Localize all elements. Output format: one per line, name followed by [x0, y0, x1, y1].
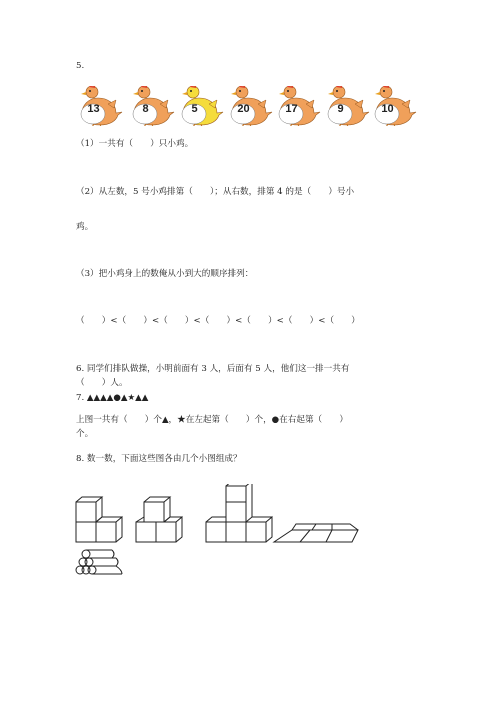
flat-tile-figure: [274, 524, 358, 542]
cube-figure-2: [136, 497, 182, 542]
chick-number: 13: [87, 103, 100, 115]
chick-card: [130, 86, 176, 126]
chick-card: [78, 86, 124, 126]
chick-card: [276, 86, 322, 126]
chick-card: [179, 86, 225, 126]
q5-sub2-line2: 鸡。: [76, 222, 94, 232]
log-pile-figure: [76, 550, 122, 574]
chick-card: [228, 86, 274, 126]
cube-figure-1: [76, 497, 122, 542]
q6-line1: 6. 同学们排队做操，小明前面有 3 人，后面有 5 人，他们这一排一共有: [76, 364, 350, 374]
q5-sub3: （3）把小鸡身上的数俺从小到大的顺序排列：: [76, 269, 254, 279]
q5-sub2-line1: （2）从左数，5 号小鸡排第（ ）；从右数，排第 4 的是（ ）号小: [76, 187, 355, 197]
question-5-number: 5.: [76, 61, 85, 71]
block-figures: [70, 484, 370, 582]
q6-line2: （ ）人。: [76, 378, 128, 388]
q7-line3: 个。: [76, 429, 94, 439]
chick-number: 20: [237, 103, 250, 115]
chick-number: 9: [337, 103, 344, 115]
q5-sub3-blanks: （ ）<（ ）<（ ）<（ ）<（ ）<（ ）<（ ）: [76, 316, 360, 326]
chick-number: 10: [381, 103, 394, 115]
q8-line1: 8. 数一数，下面这些图各由几个小图组成？: [76, 454, 242, 464]
cube-figure-3: [206, 484, 272, 542]
chick-number: 5: [191, 103, 198, 115]
chick-number: 17: [285, 103, 298, 115]
chick-number: 8: [142, 103, 149, 115]
q5-sub1: （1）一共有（ ）只小鸡。: [76, 139, 194, 149]
q7-line2: 上图一共有（ ）个▲，★在左起第（ ）个，●在右起第（ ）: [76, 415, 348, 425]
q7-line1: 7. ▲▲▲▲●▲★▲▲: [76, 393, 149, 403]
chick-card: [372, 86, 418, 126]
chick-card: [325, 86, 371, 126]
